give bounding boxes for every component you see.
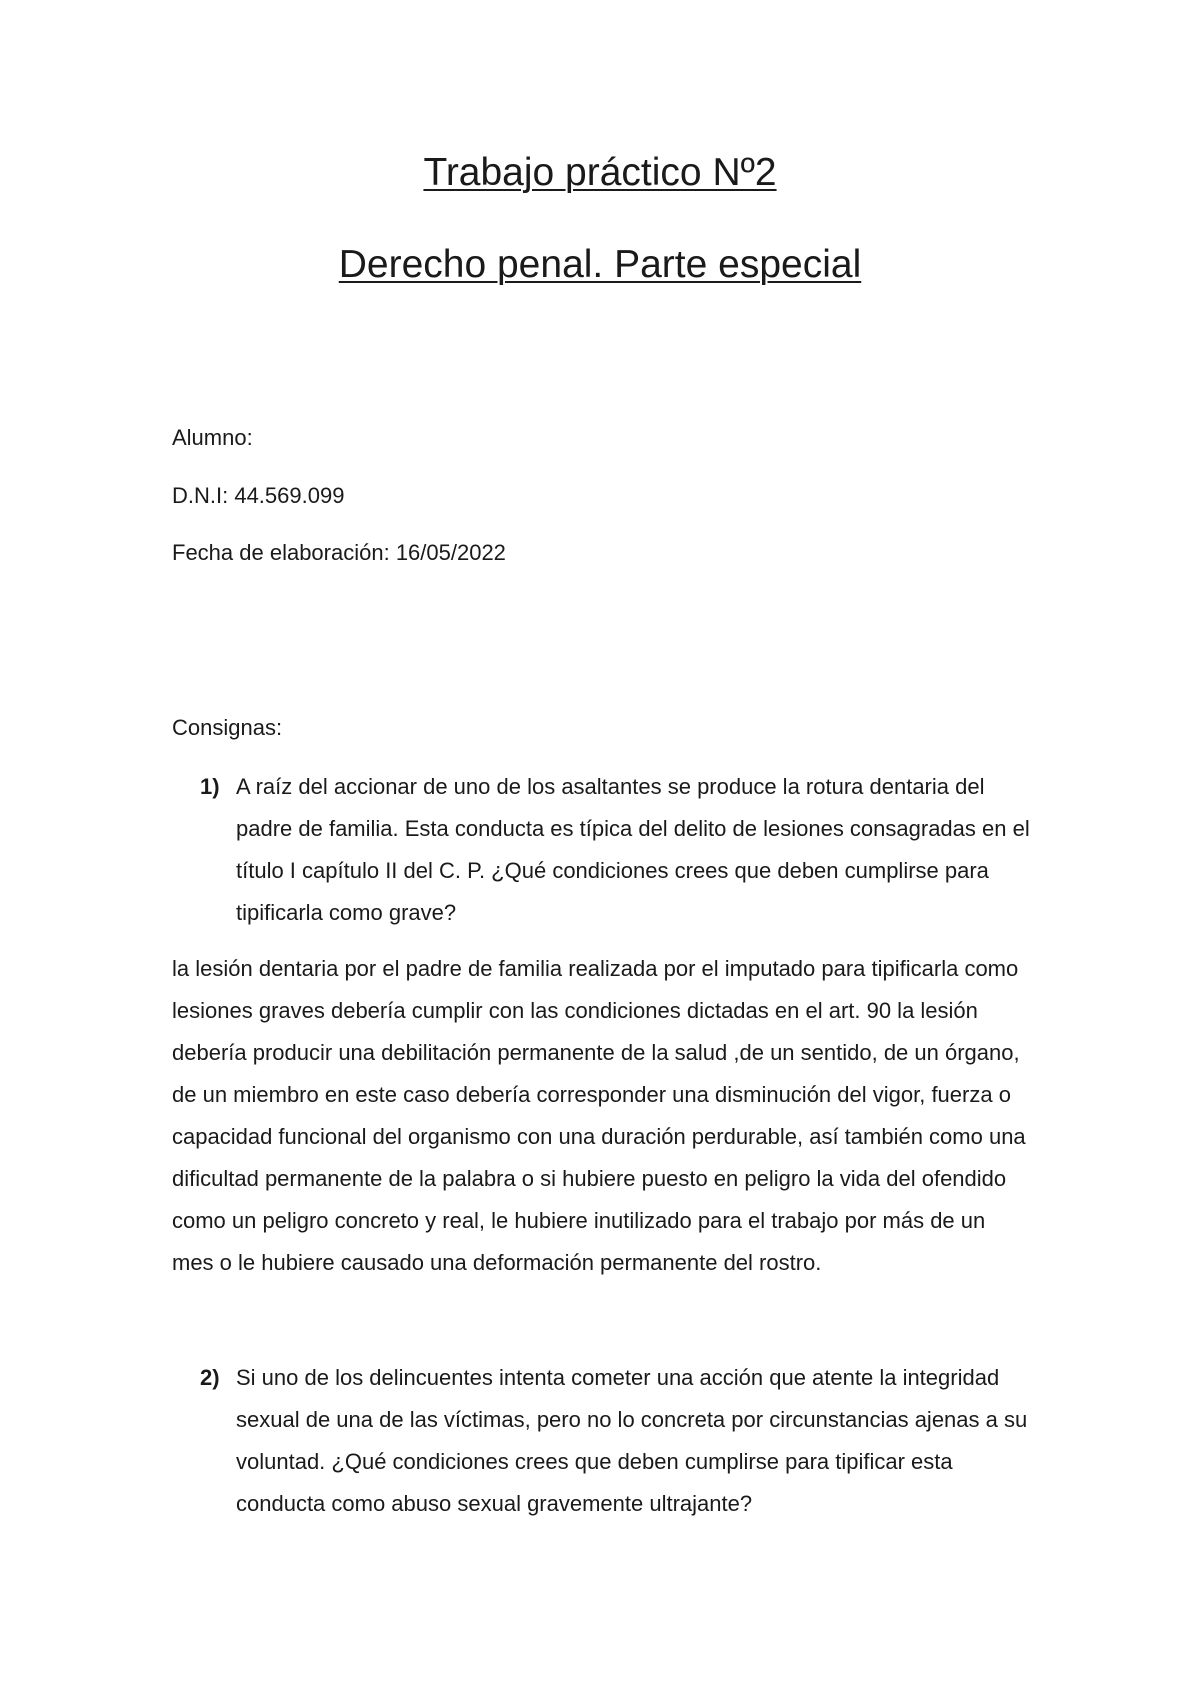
question-1 — [172, 766, 1052, 934]
answer-1: la lesión dentaria por el padre de familia realizada por el imputado para tipificarla como lesiones graves debería cumplir con las condiciones dictadas en el art. 90 la lesión debería producir una debilitación permanente de la salud ,de un sentido, de un órgano, de un miembro en este caso debería corresponder una disminución del vigor, fuerza o capacidad funcional del organismo con una duración perdurable, así también como una dificultad permanente de la palabra o si hubiere puesto en peligro la vida del ofendido como un peligro concreto y real, le hubiere inutilizado para el trabajo por más de un mes o le hubiere causado una deformación permanente del rostro. — [172, 956, 1026, 1275]
question-text: A raíz del accionar de uno de los asaltantes se produce la rotura dentaria del padre de familia. Esta conducta es típica del delito de lesiones consagradas en el título I capítulo II del C. P. ¿Qué condiciones crees que deben cumplirse para tipificarla como grave? — [236, 774, 1030, 925]
document-title: Trabajo práctico Nº2 — [423, 151, 777, 194]
instructions-label: Consignas: — [172, 715, 283, 740]
question-number: 2) — [200, 1365, 220, 1390]
date-line: Fecha de elaboración: 16/05/2022 — [172, 540, 506, 565]
dni-line: D.N.I: 44.569.099 — [172, 483, 345, 508]
question-text: Si uno de los delincuentes intenta cometer una acción que atente la integridad sexual de una de las víctimas, pero no lo concreta por circunstancias ajenas a su voluntad. ¿Qué condiciones crees que deben cumplirse para tipificar esta conducta como abuso sexual gravemente ultrajante? — [236, 1365, 1028, 1516]
student-label: Alumno: — [172, 425, 253, 450]
document-subtitle: Derecho penal. Parte especial — [338, 243, 862, 286]
question-number: 1) — [200, 774, 220, 799]
question-2 — [172, 1357, 1052, 1525]
